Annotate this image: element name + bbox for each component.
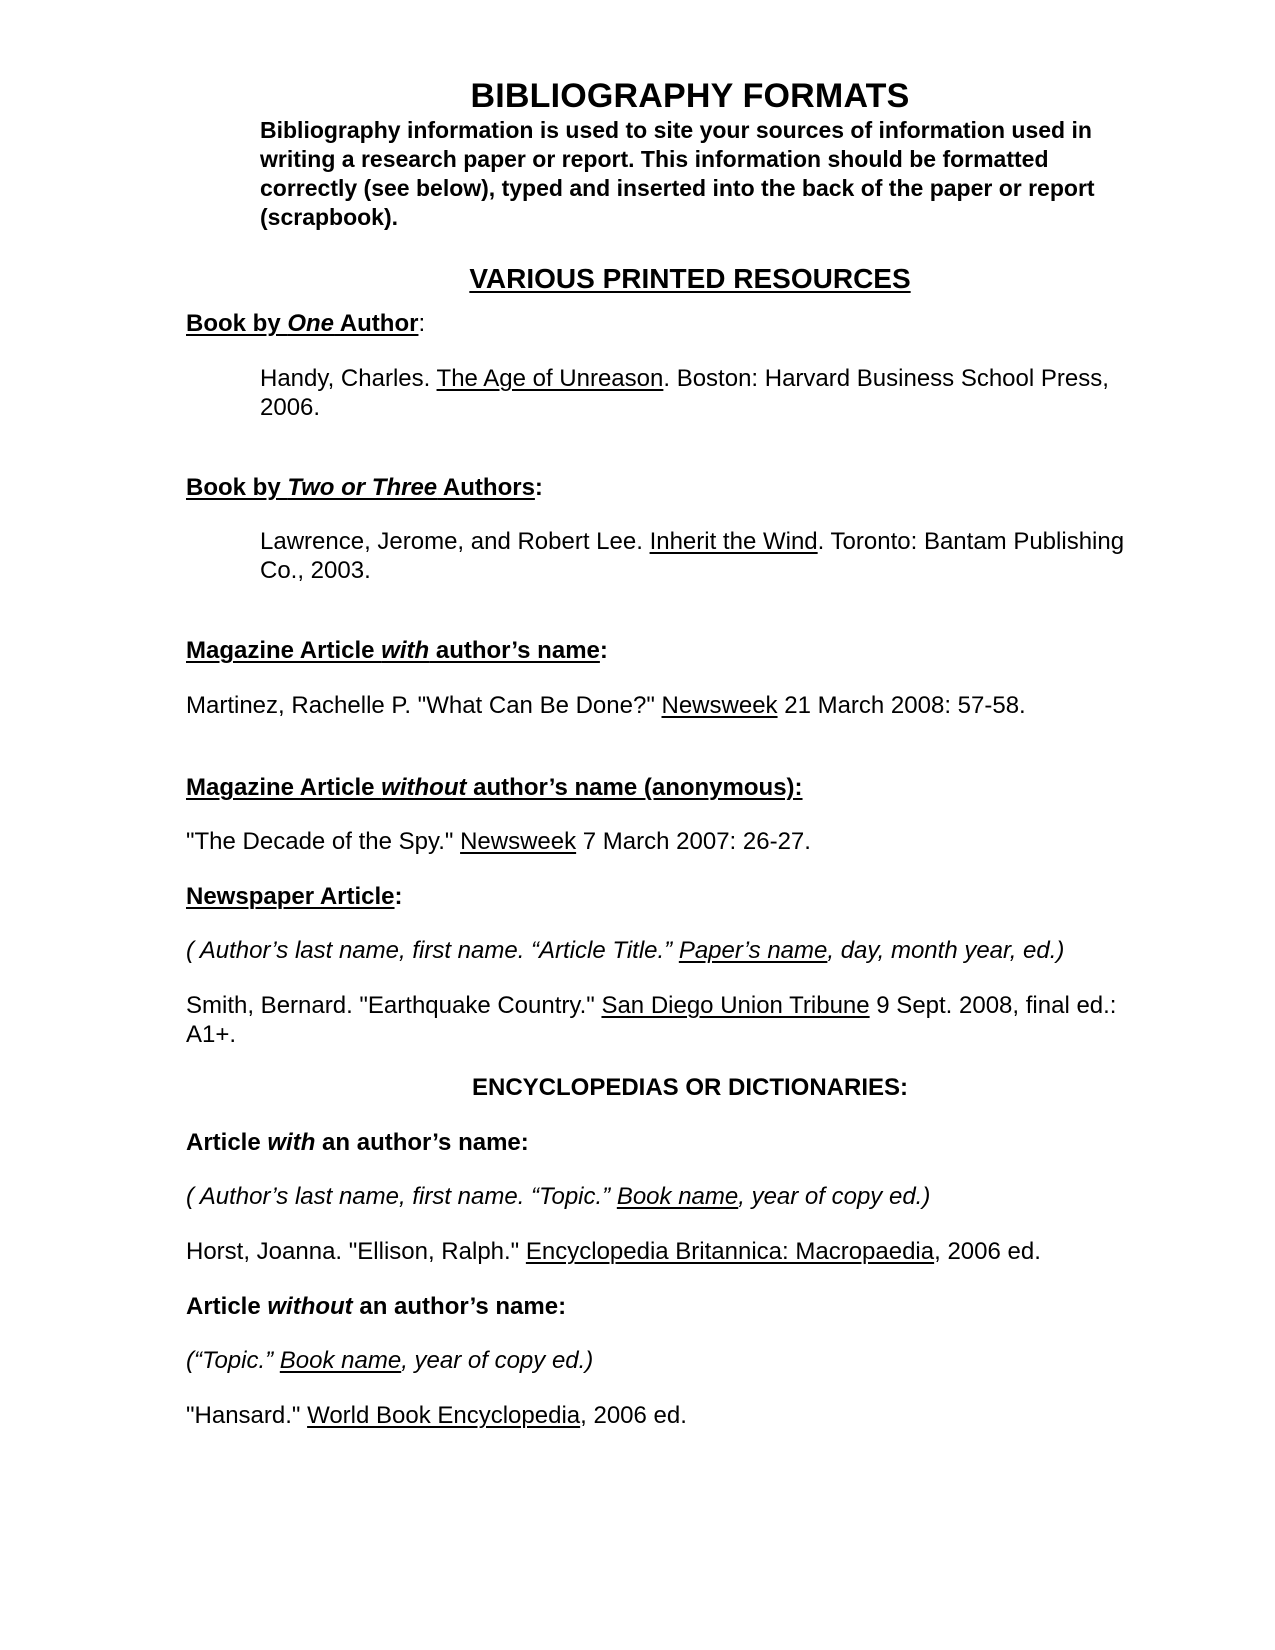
heading-text: author’s name (anonymous): [466,774,803,801]
format-text: , day, month year, ed.) [827,937,1065,964]
heading-article-with-author [186,1128,529,1157]
heading-text: Newspaper Article [186,883,395,910]
heading-text: Magazine Article [186,774,382,801]
entry-text: , 2006 ed. [934,1238,1041,1265]
entry-text: 7 March 2007: 26-27. [576,828,811,855]
entry-text: Handy, Charles. [260,365,437,392]
entry-source-title: The Age of Unreason [436,365,664,392]
entry-text: . Toronto: Bantam Publishing [817,528,1125,555]
heading-text: Author [334,310,419,337]
entry-continuation: 2006. [260,394,321,421]
format-text: , year of copy ed.) [738,1183,931,1210]
entry-text: Martinez, Rachelle P. "What Can Be Done?" [186,692,662,719]
heading-text: Magazine Article [186,637,382,664]
heading-emphasis: One [287,310,335,337]
entry-source-title: Newsweek [460,828,577,855]
entry-article-with-author [186,1237,1041,1266]
entry-text: Horst, Joanna. "Ellison, Ralph." [186,1238,526,1265]
entry-source-title: San Diego Union Tribune [601,992,870,1019]
entry-text: "Hansard." [186,1402,308,1429]
format-article-without-author [186,1346,593,1375]
entry-text: Smith, Bernard. "Earthquake Country." [186,992,602,1019]
entry-magazine-without-author [186,827,811,856]
heading-colon: : [418,310,426,337]
section-title-printed-resources: VARIOUS PRINTED RESOURCES [469,263,911,294]
heading-text: Book by [186,474,288,501]
heading-colon: : [534,474,543,501]
entry-continuation: Co., 2003. [260,557,371,584]
format-text: ( Author’s last name, first name. “Topic.” [186,1183,617,1210]
intro-paragraph [260,116,1160,232]
heading-article-without-author [186,1292,566,1321]
entry-newspaper-article [186,991,1116,1020]
heading-text: Book by [186,310,288,337]
heading-magazine-without-author [186,773,803,802]
heading-book-two-authors [186,473,543,502]
entry-source-title: Encyclopedia Britannica: Macropaedia [525,1238,935,1265]
page-title: BIBLIOGRAPHY FORMATS [470,77,910,115]
entry-book-two-authors [260,527,1124,556]
heading-book-one-author [186,309,425,338]
section-title-encyclopedias: ENCYCLOPEDIAS OR DICTIONARIES: [471,1074,909,1101]
entry-text: . Boston: Harvard Business School Press, [663,365,1109,392]
intro-line: Bibliography information is used to site your sources of information used in [260,117,1092,143]
heading-colon: : [394,883,403,910]
entry-text: 21 March 2008: 57-58. [777,692,1026,719]
heading-newspaper-article [186,882,403,911]
intro-line: writing a research paper or report. This information should be formatted [260,146,1049,172]
entry-text: 9 Sept. 2008, final ed.: [869,992,1117,1019]
entry-source-title: Newsweek [661,692,778,719]
entry-text: , 2006 ed. [580,1402,687,1429]
heading-magazine-with-author [186,636,608,665]
heading-emphasis: without [267,1293,353,1320]
format-text: ( Author’s last name, first name. “Article Title.” [186,937,679,964]
heading-text: Authors [437,474,535,501]
heading-emphasis: with [381,637,430,664]
format-newspaper-article [186,936,1064,965]
entry-continuation: A1+. [186,1021,237,1048]
entry-magazine-with-author [186,691,1026,720]
entry-source-title: World Book Encyclopedia [307,1402,581,1429]
entry-book-one-author [260,364,1109,393]
heading-text: an author’s name: [315,1129,529,1156]
heading-text: an author’s name: [352,1293,567,1320]
entry-text: "The Decade of the Spy." [186,828,461,855]
heading-colon: : [599,637,608,664]
format-source-title: Book name [279,1347,402,1374]
entry-text: Lawrence, Jerome, and Robert Lee. [260,528,650,555]
heading-text: Article [186,1293,268,1320]
intro-line: correctly (see below), typed and inserted into the back of the paper or report [260,175,1095,201]
intro-line: (scrapbook). [260,204,399,230]
entry-article-without-author [186,1401,687,1430]
heading-emphasis: Two or Three [287,474,438,501]
format-source-title: Book name [616,1183,739,1210]
heading-text: Article [186,1129,268,1156]
entry-source-title: Inherit the Wind [649,528,818,555]
heading-emphasis: with [267,1129,316,1156]
format-source-title: Paper’s name [678,937,828,964]
heading-emphasis: without [381,774,467,801]
format-text: (“Topic.” [186,1347,280,1374]
heading-text: author’s name [429,637,600,664]
format-article-with-author [186,1182,930,1211]
format-text: , year of copy ed.) [401,1347,594,1374]
